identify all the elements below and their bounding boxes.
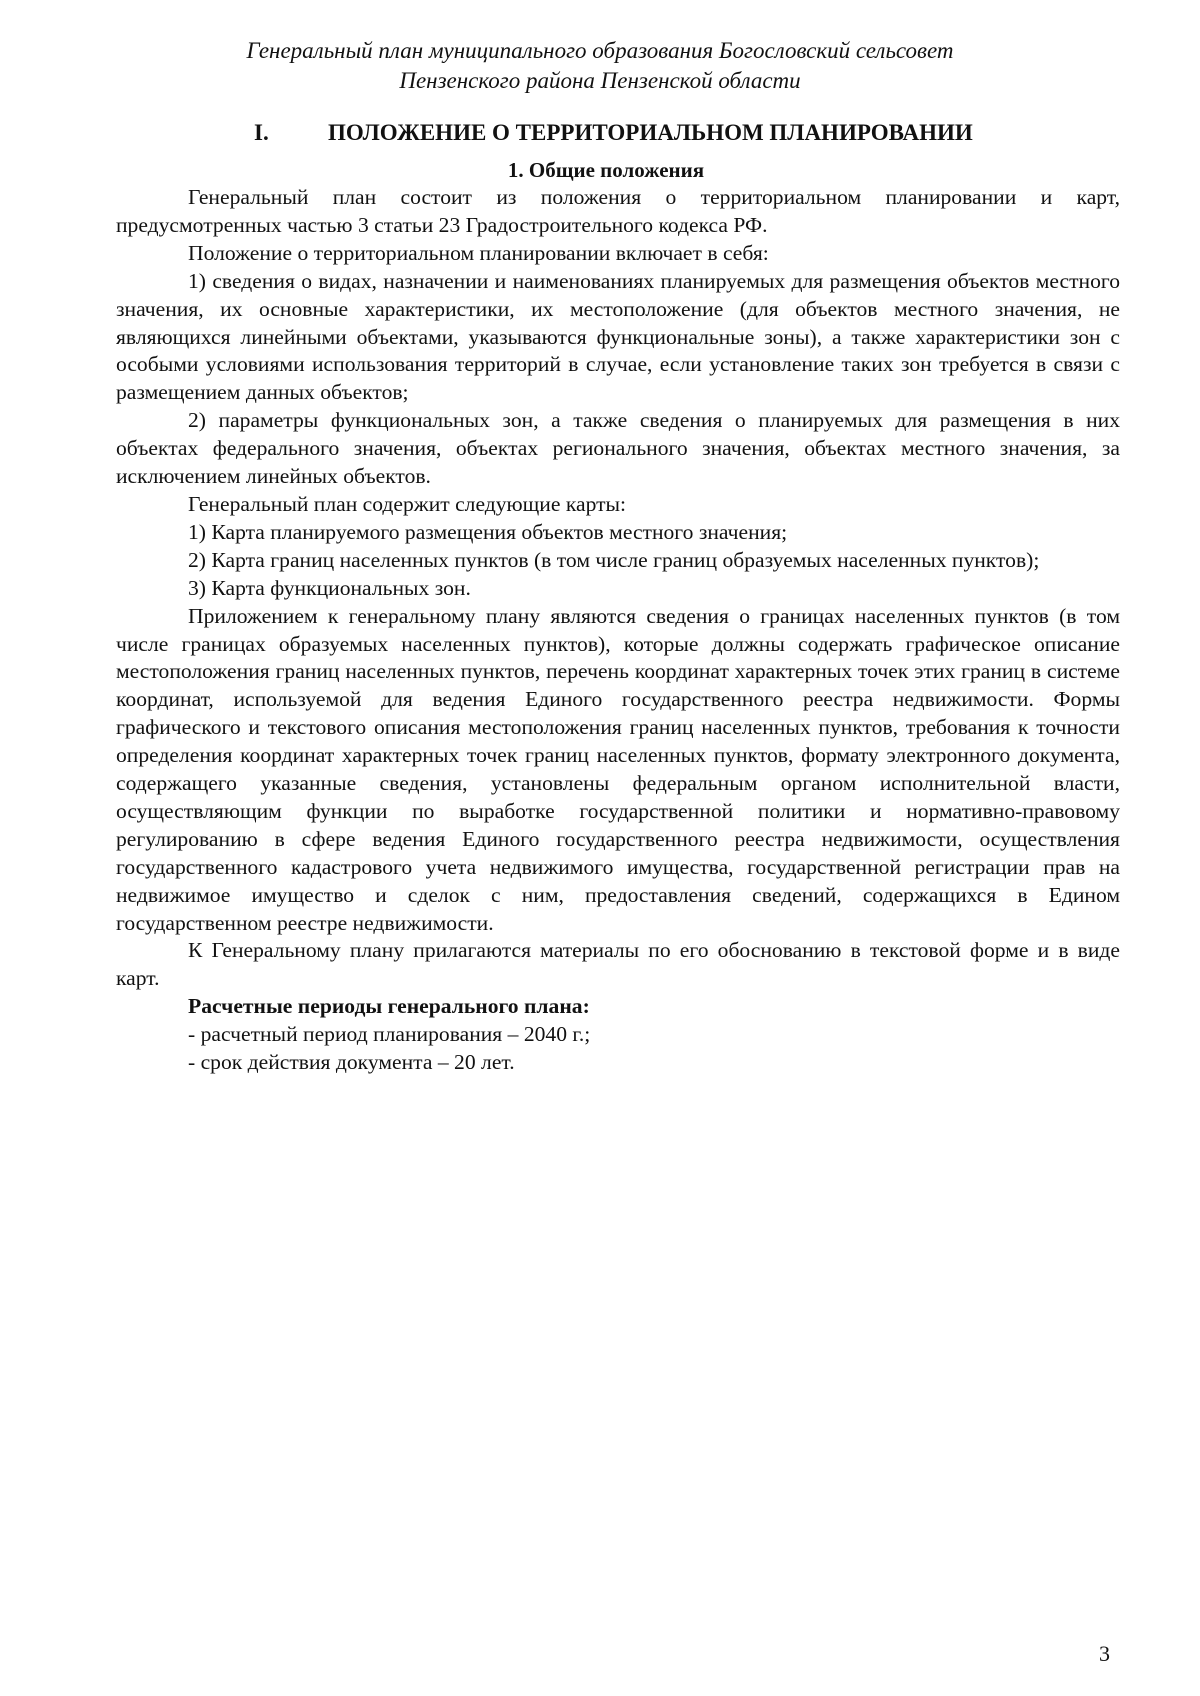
paragraph: Приложением к генеральному плану являются сведения о границах населенных пунктов (в том числе границах образуемых населенных пунктов), которые должны содержать графическое описание местоположения границ населенных пунктов, перечень координат характерных точек этих границ в системе координат, используемой для ведения Единого государственного реестра недвижимости. Формы графического и текстового описания местоположения границ населенных пунктов, требования к точности определения координат характерных точек границ населенных пунктов, формату электронного документа, содержащего указанные сведения, установлены федеральным органом исполнительной власти, осуществляющим функции по выработке государственной политики и нормативно-правовому регулированию в сфере ведения Единого государственного реестра недвижимости, осуществления государственного кадастрового учета недвижимого имущества, государственной регистрации прав на недвижимое имущество и сделок с ним, предоставления сведений, содержащихся в Едином государственном реестре недвижимости. <box>116 603 1120 935</box>
periods-item: - расчетный период планирования – 2040 г.; <box>188 1022 591 1047</box>
section-title: ПОЛОЖЕНИЕ О ТЕРРИТОРИАЛЬНОМ ПЛАНИРОВАНИИ <box>328 120 973 145</box>
header-line-2: Пензенского района Пензенской области <box>399 68 801 93</box>
periods-heading: Расчетные периоды генерального плана: <box>188 994 590 1019</box>
section-heading <box>254 118 973 148</box>
paragraph: Генеральный план содержит следующие карты: <box>188 491 627 516</box>
list-item: 1) Карта планируемого размещения объектов местного значения; <box>188 519 788 544</box>
page-number: 3 <box>1099 1641 1110 1666</box>
paragraph: К Генеральному плану прилагаются материалы по его обоснованию в текстовой форме и в виде карт. <box>116 938 1120 991</box>
list-item: 3) Карта функциональных зон. <box>188 575 471 600</box>
paragraph: Генеральный план состоит из положения о территориальном планировании и карт, предусмотренных частью 3 статьи 23 Градостроительного кодекса РФ. <box>116 185 1120 237</box>
running-header <box>0 36 1200 96</box>
periods-item: - срок действия документа – 20 лет. <box>188 1050 515 1075</box>
subsection-heading: 1. Общие положения <box>507 158 705 182</box>
document-body <box>116 184 1120 1077</box>
section-number: I. <box>254 120 269 145</box>
paragraph: 1) сведения о видах, назначении и наименованиях планируемых для размещения объектов местного значения, их основные характеристики, их местоположение (для объектов местного значения, не являющихся линейными объектами, указываются функциональные зоны), а также характеристики зон с особыми условиями использования территорий в случае, если установление таких зон требуется в связи с размещением данных объектов; <box>116 268 1120 405</box>
list-item: 2) Карта границ населенных пунктов (в том числе границ образуемых населенных пунктов); <box>188 547 1040 572</box>
paragraph: Положение о территориальном планировании включает в себя: <box>188 240 769 265</box>
paragraph: 2) параметры функциональных зон, а также сведения о планируемых для размещения в них объектах федерального значения, объектах регионального значения, объектах местного значения, за исключением линейных объектов. <box>116 408 1120 489</box>
header-line-1: Генеральный план муниципального образования Богословский сельсовет <box>246 38 954 63</box>
